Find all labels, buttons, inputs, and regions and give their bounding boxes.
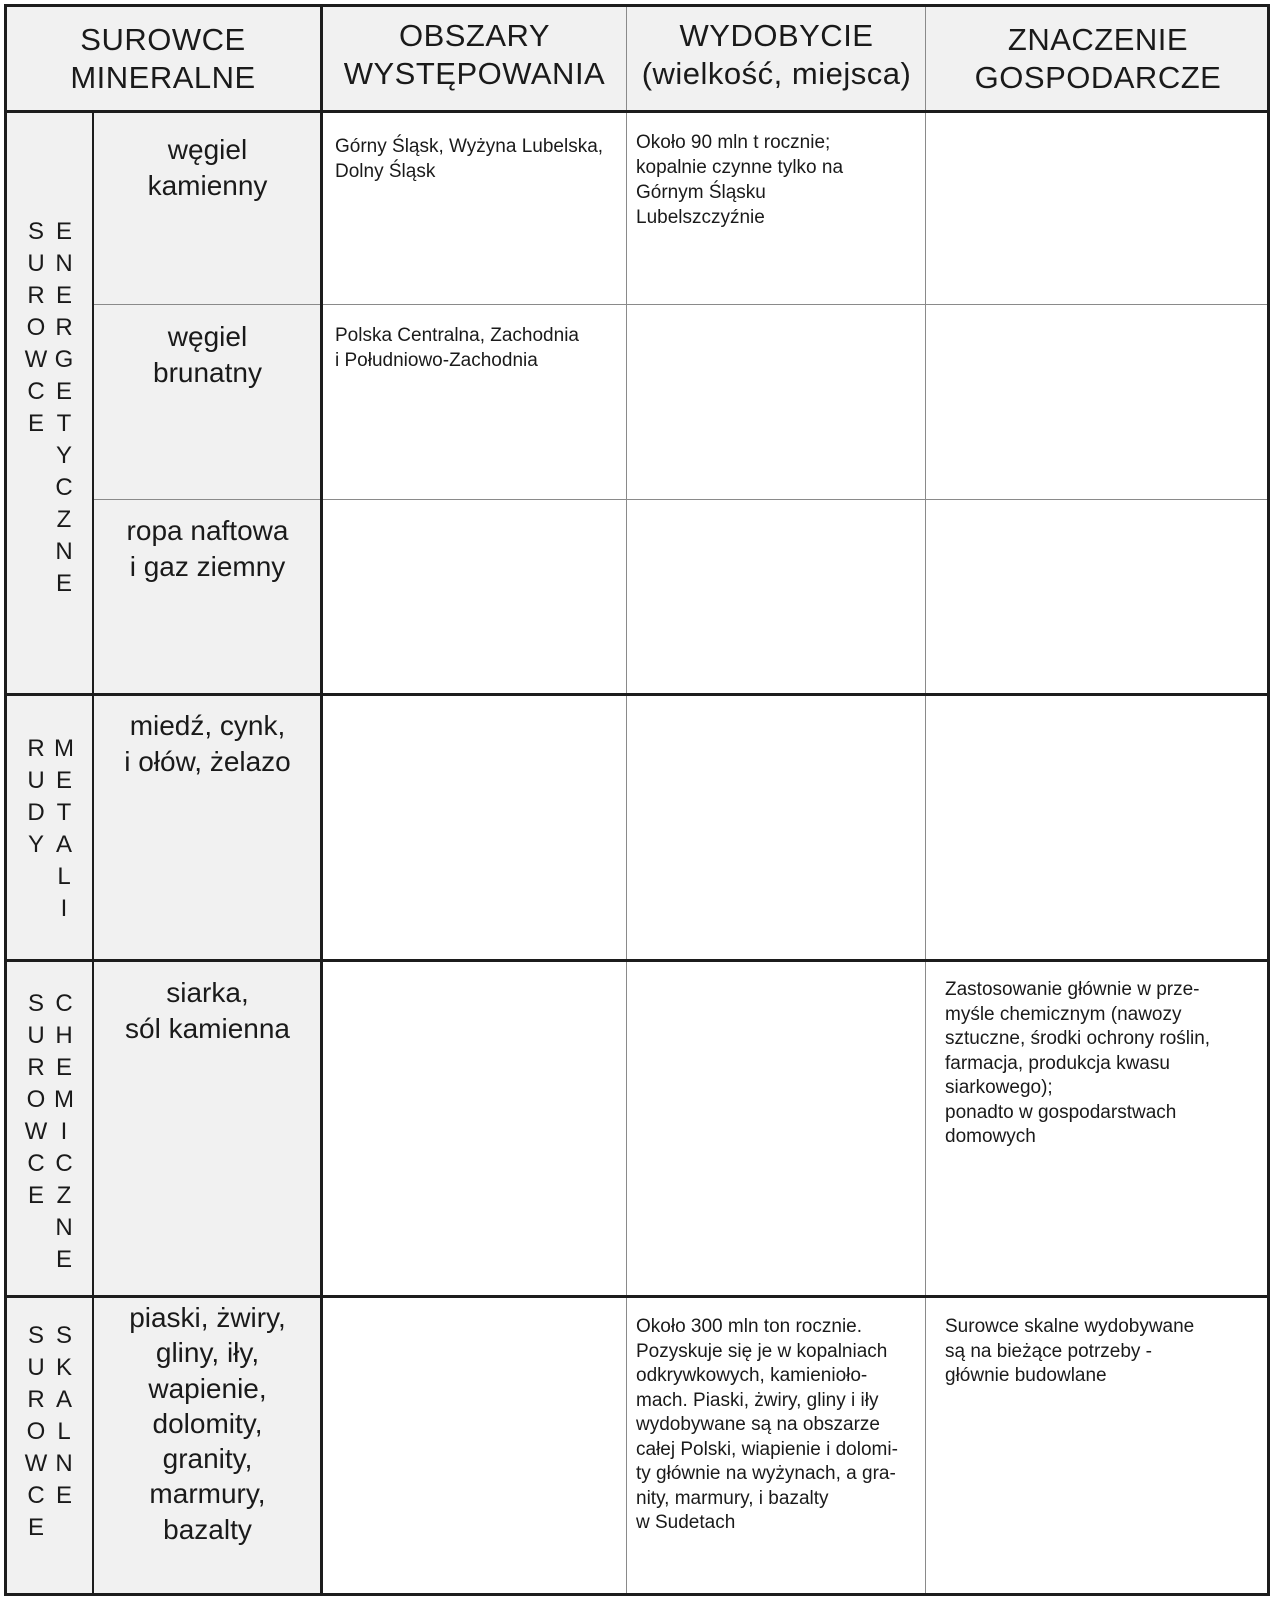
divider-row-2 — [93, 499, 1270, 500]
vertical-letter: E — [55, 1246, 72, 1273]
group-chemical-word2 — [54, 988, 74, 1276]
vertical-letter: C — [27, 378, 45, 405]
border-bottom — [4, 1593, 1270, 1596]
vertical-letter: W — [24, 346, 48, 373]
header-areas-label: OBSZARY WYSTĘPOWANIA — [343, 18, 606, 91]
group-chemical-word1 — [26, 988, 46, 1212]
mineral-oil-gas — [93, 499, 322, 694]
border-right — [1267, 4, 1270, 1596]
vertical-letter: I — [60, 1118, 68, 1145]
vertical-letter: E — [55, 1054, 72, 1081]
mineral-name: ropa naftowa i gaz ziemny — [126, 515, 289, 582]
vertical-letter: E — [55, 218, 72, 245]
vertical-letter: C — [27, 1150, 45, 1177]
vertical-letter: S — [27, 218, 44, 245]
vertical-letter: N — [55, 250, 73, 277]
vertical-letter: U — [27, 250, 45, 277]
vertical-letter: S — [55, 1322, 72, 1349]
divider-row-1 — [93, 304, 1270, 305]
vertical-letter: E — [55, 378, 72, 405]
border-minerals-col — [320, 4, 323, 1596]
vertical-letter: D — [27, 799, 45, 826]
vertical-letter: A — [55, 1386, 72, 1413]
vertical-letter: U — [27, 767, 45, 794]
header-extraction-label: WYDOBYCIE (wielkość, miejsca) — [641, 18, 912, 91]
vertical-letter: O — [26, 314, 46, 341]
vertical-letter: C — [27, 1482, 45, 1509]
vertical-letter: K — [55, 1354, 72, 1381]
vertical-letter: Y — [55, 442, 72, 469]
vertical-letter: A — [55, 831, 72, 858]
vertical-letter: N — [55, 1214, 73, 1241]
mineral-name: piaski, żwiry, gliny, iły, wapienie, dolomity, granity, marmury, bazalty — [129, 1302, 286, 1545]
group-metals-word1 — [26, 733, 46, 861]
divider-col-4 — [925, 4, 926, 1596]
vertical-letter: Z — [56, 1182, 72, 1209]
header-minerals-label: SUROWCE MINERALNE — [70, 22, 256, 95]
mineral-metal-ores — [93, 694, 322, 960]
mineral-name: miedź, cynk, i ołów, żelazo — [124, 710, 291, 777]
vertical-letter: W — [24, 1118, 48, 1145]
extraction-hard-coal: Około 90 mln t rocznie; kopalnie czynne tylko na Górnym Śląsku Lubelszczyźnie — [636, 132, 844, 228]
vertical-letter: O — [26, 1086, 46, 1113]
vertical-letter: E — [27, 1182, 44, 1209]
border-top — [4, 4, 1270, 7]
vertical-letter: U — [27, 1022, 45, 1049]
vertical-letter: M — [54, 735, 74, 762]
mineral-sulfur-salt — [93, 960, 322, 1296]
vertical-letter: E — [27, 1514, 44, 1541]
vertical-letter: T — [56, 410, 72, 437]
vertical-letter: E — [55, 1482, 72, 1509]
border-group-1 — [4, 693, 1270, 696]
vertical-letter: Y — [27, 831, 44, 858]
border-group-3 — [4, 1295, 1270, 1298]
vertical-letter: L — [57, 1418, 71, 1445]
border-header — [4, 110, 1270, 113]
divider-col-3 — [626, 4, 627, 1596]
vertical-letter: C — [55, 990, 73, 1017]
mineral-hard-coal — [93, 112, 322, 304]
vertical-letter: C — [55, 474, 73, 501]
vertical-letter: R — [27, 282, 45, 309]
group-rock-word1 — [26, 1320, 46, 1544]
vertical-letter: T — [56, 799, 72, 826]
vertical-letter: S — [27, 990, 44, 1017]
vertical-letter: N — [55, 538, 73, 565]
vertical-letter: O — [26, 1418, 46, 1445]
extraction-rocks: Około 300 mln ton rocznie. Pozyskuje się je w kopalniach odkrywkowych, kamienioło- mach. Piaski, żwiry, gliny i iły wydobywane są na obszarze całej Polski, wiapienie i dolomi- ty głównie na wyżynach, a gra- nity, marmury, i bazalty w Sudetach — [636, 1316, 898, 1533]
vertical-letter: S — [27, 1322, 44, 1349]
vertical-letter: E — [55, 570, 72, 597]
vertical-letter: Z — [56, 506, 72, 533]
vertical-letter: G — [54, 346, 74, 373]
areas-hard-coal: Górny Śląsk, Wyżyna Lubelska, Dolny Śląsk — [335, 136, 604, 182]
vertical-letter: R — [27, 1054, 45, 1081]
border-group-2 — [4, 959, 1270, 962]
mineral-rocks — [93, 1296, 322, 1596]
vertical-letter: U — [27, 1354, 45, 1381]
vertical-letter: L — [57, 863, 71, 890]
mineral-name: siarka, sól kamienna — [125, 977, 290, 1044]
significance-sulfur-salt: Zastosowanie głównie w prze- myśle chemicznym (nawozy sztuczne, środki ochrony roślin, farmacja, produkcja kwasu siarkowego); ponadto w gospodarstwach domowych — [945, 979, 1211, 1147]
mineral-name: węgiel kamienny — [147, 134, 268, 201]
header-areas — [322, 4, 627, 112]
border-left — [4, 4, 7, 1596]
vertical-letter: R — [55, 314, 73, 341]
group-energy-word1 — [26, 216, 46, 440]
vertical-letter: E — [55, 282, 72, 309]
minerals-table — [4, 4, 1270, 1596]
mineral-lignite — [93, 304, 322, 499]
header-extraction — [627, 4, 926, 112]
vertical-letter: E — [55, 767, 72, 794]
group-rock-word2 — [54, 1320, 74, 1512]
areas-lignite: Polska Centralna, Zachodnia i Południowo-Zachodnia — [335, 325, 579, 371]
vertical-letter: R — [27, 1386, 45, 1413]
vertical-letter: R — [27, 735, 45, 762]
header-significance — [926, 4, 1270, 112]
vertical-letter: I — [60, 895, 68, 922]
vertical-letter: M — [54, 1086, 74, 1113]
group-energy-word2 — [54, 216, 74, 600]
vertical-letter: E — [27, 410, 44, 437]
vertical-letter: H — [55, 1022, 73, 1049]
header-minerals — [4, 4, 322, 112]
mineral-name: węgiel brunatny — [153, 321, 262, 388]
vertical-letter: W — [24, 1450, 48, 1477]
header-significance-label: ZNACZENIE GOSPODARCZE — [974, 22, 1222, 95]
significance-rocks: Surowce skalne wydobywane są na bieżące potrzeby - głównie budowlane — [945, 1316, 1195, 1386]
border-group-col — [92, 112, 94, 1596]
vertical-letter: C — [55, 1150, 73, 1177]
group-metals-word2 — [54, 733, 74, 925]
vertical-letter: N — [55, 1450, 73, 1477]
